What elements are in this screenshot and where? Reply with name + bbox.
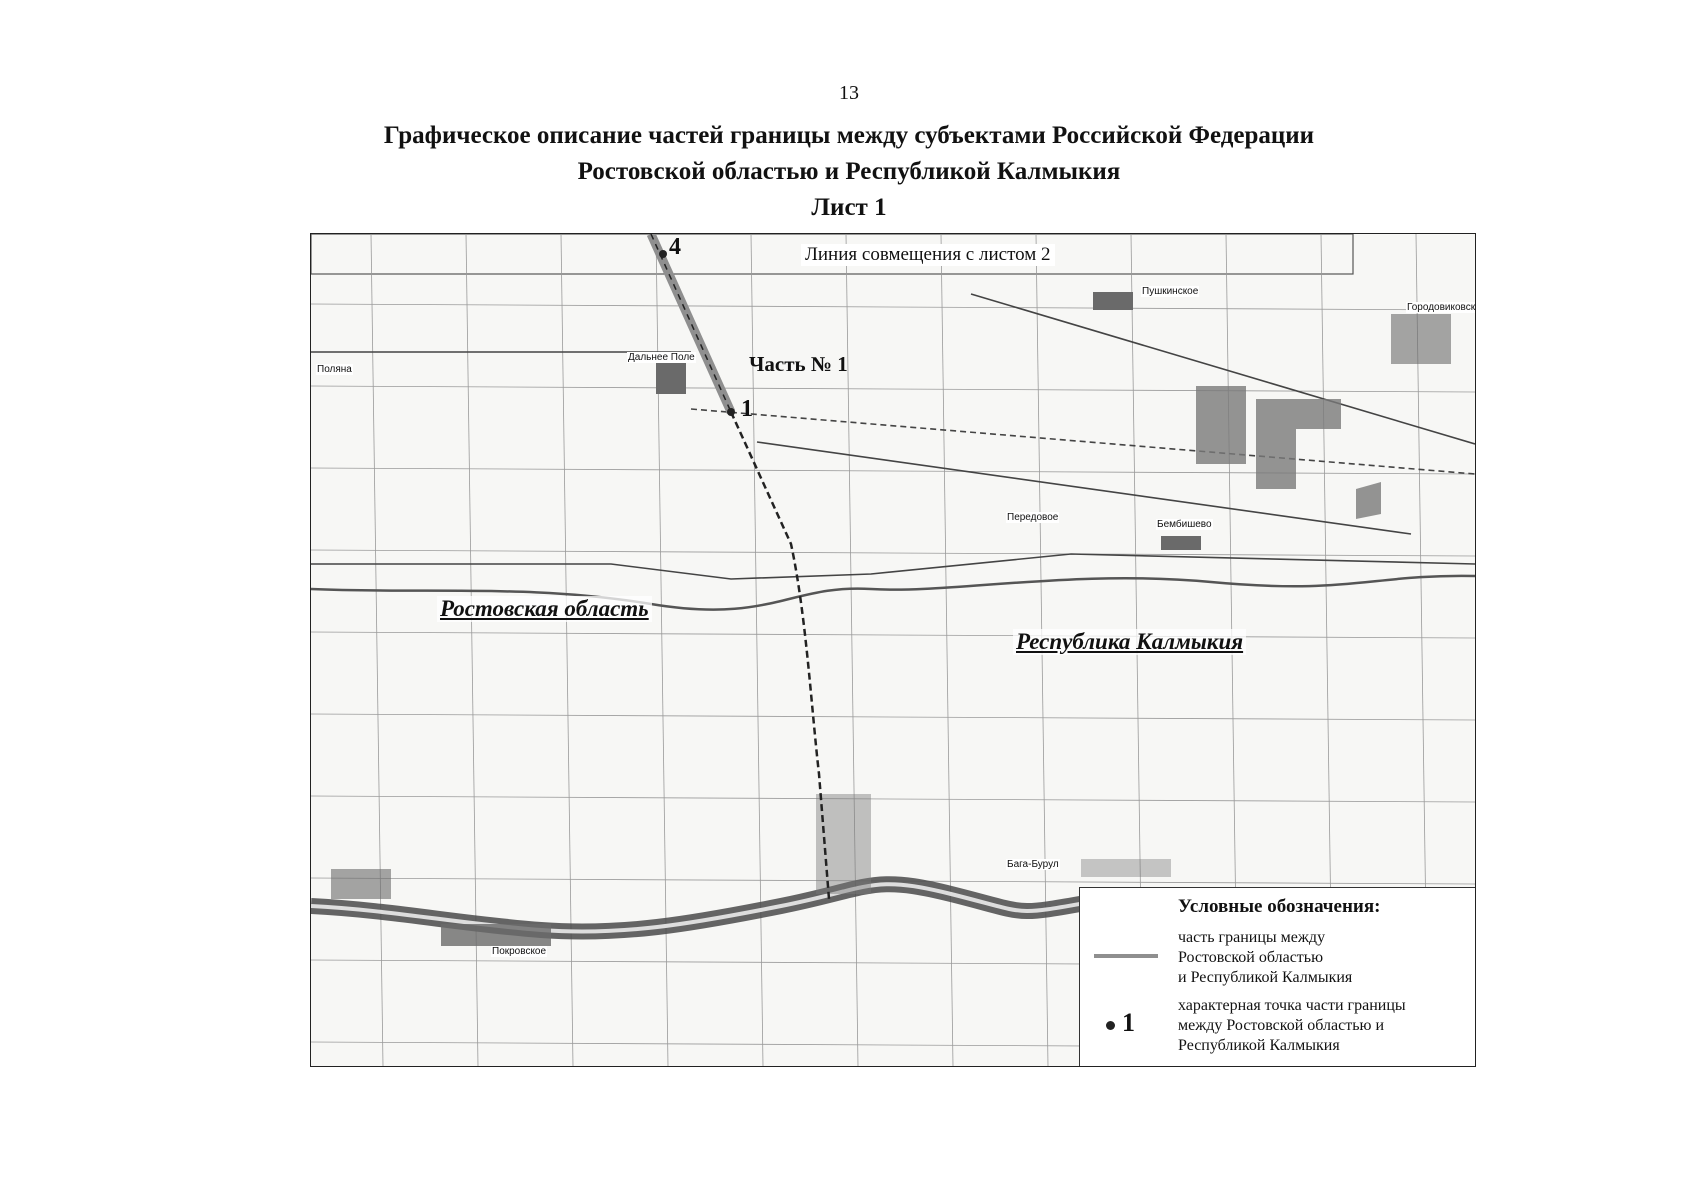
settlement-bembishevo: Бембишево xyxy=(1157,519,1212,530)
legend-boundary-text xyxy=(1178,928,1352,988)
legend-point-text-line: характерная точка части границы xyxy=(1178,997,1406,1014)
grid-line-horizontal xyxy=(311,714,1475,720)
grid-line-vertical xyxy=(371,234,383,1066)
settlement-polyana: Поляна xyxy=(317,364,352,375)
legend-point-number: 1 xyxy=(1122,1008,1135,1037)
legend-boundary-text-line: часть границы между xyxy=(1178,929,1326,946)
legend-point-symbol xyxy=(1106,1021,1115,1030)
settlement-baga-burul: Бага-Бурул xyxy=(1007,859,1059,870)
block-pokrovskoe xyxy=(441,924,551,946)
grid-line-horizontal xyxy=(311,550,1475,556)
settlement-peredovoe: Передовое xyxy=(1007,512,1059,523)
block-gorodovikovsk xyxy=(1391,314,1451,364)
part-label: Часть № 1 xyxy=(749,352,848,376)
field-3 xyxy=(1356,482,1381,519)
canal-road xyxy=(311,554,1475,579)
field-5 xyxy=(1081,859,1171,877)
river xyxy=(311,884,1091,931)
grid-line-vertical xyxy=(846,234,858,1066)
legend-boundary-line-symbol xyxy=(1094,954,1158,958)
sheet-join-label: Линия совмещения с листом 2 xyxy=(801,244,1055,266)
point-1-label: 1 xyxy=(741,396,753,422)
block-west-village xyxy=(331,869,391,899)
settlement-pokrovskoe: Покровское xyxy=(492,946,547,957)
settlement-dalnee-pole: Дальнее Поле xyxy=(628,352,695,363)
point-4-label: 4 xyxy=(669,234,681,260)
boundary-map xyxy=(310,233,1476,1067)
grid-line-vertical xyxy=(561,234,573,1066)
title-line-1: Графическое описание частей границы между субъектами Российской Федерации xyxy=(383,122,1315,149)
field-2 xyxy=(1256,399,1341,489)
legend-boundary-text-line: и Республикой Калмыкия xyxy=(1178,969,1353,986)
railway xyxy=(691,409,1475,474)
block-bembishevo xyxy=(1161,536,1201,550)
region-west-label: Ростовская область xyxy=(437,596,652,622)
grid-line-horizontal xyxy=(311,632,1475,638)
block-pushkinskoe xyxy=(1093,292,1133,310)
page-number: 13 xyxy=(839,82,859,104)
settlement-gorodovikovsk: Городовиковск xyxy=(1407,302,1476,313)
title-line-3: Лист 1 xyxy=(811,194,887,221)
title-line-2: Ростовской областью и Республикой Калмыкия xyxy=(577,158,1121,185)
legend-point-text-line: между Ростовской областью и xyxy=(1178,1017,1385,1034)
legend-point-text-line: Республикой Калмыкия xyxy=(1178,1037,1340,1054)
boundary-point-1 xyxy=(727,408,735,416)
region-east-label: Республика Калмыкия xyxy=(1013,629,1246,655)
document-title xyxy=(0,118,1698,226)
grid-line-horizontal xyxy=(311,304,1475,310)
road-diagonal-east xyxy=(757,442,1411,534)
settlement-pushkinskoe: Пушкинское xyxy=(1142,286,1199,297)
grid-line-horizontal xyxy=(311,796,1475,802)
roads xyxy=(311,294,1475,579)
legend-title: Условные обозначения: xyxy=(1178,896,1381,917)
map-legend xyxy=(1079,887,1475,1066)
boundary-point-4 xyxy=(659,250,667,258)
boundary-line-dashed-south xyxy=(731,412,829,899)
field-1 xyxy=(1196,386,1246,464)
grid-line-horizontal xyxy=(311,386,1475,392)
grid-line-vertical xyxy=(941,234,953,1066)
legend-boundary-text-line: Ростовской областью xyxy=(1178,949,1324,966)
legend-point-text xyxy=(1178,996,1406,1056)
grid-line-horizontal xyxy=(311,468,1475,474)
